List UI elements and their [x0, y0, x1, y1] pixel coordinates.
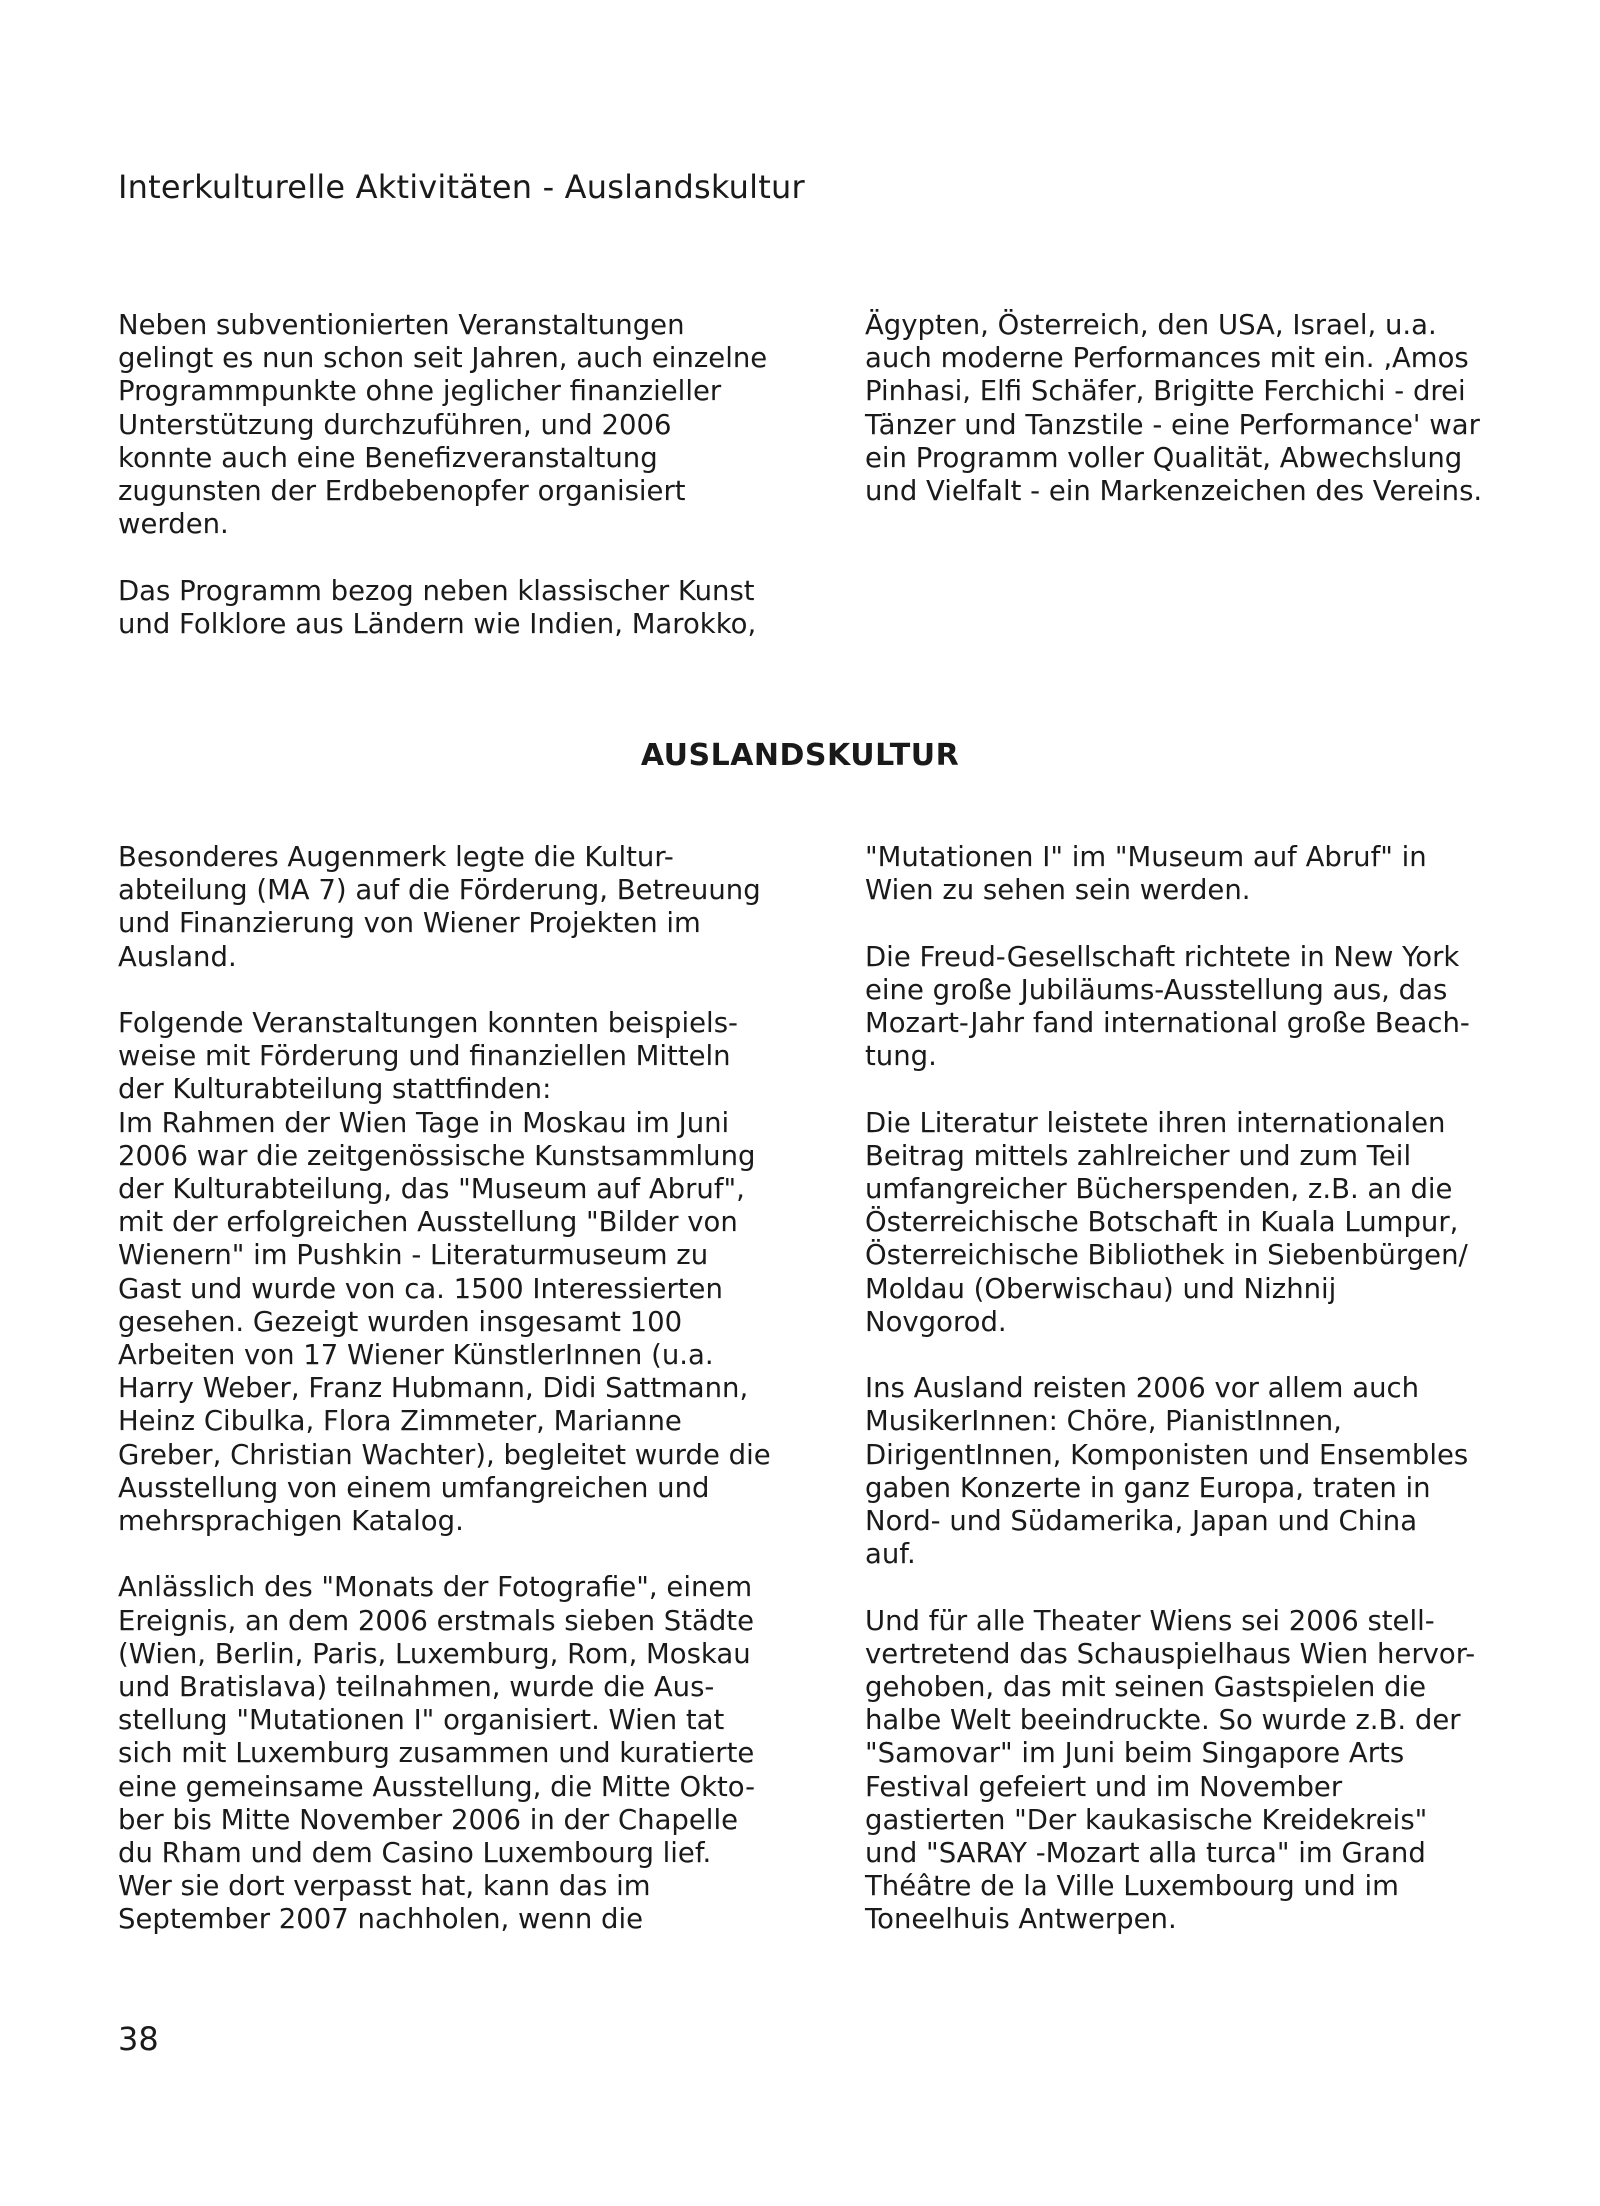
main-left-column: [118, 841, 798, 1937]
body-paragraph: Anlässlich des "Monats der Fotografie", einem Ereignis, an dem 2006 erstmals sieben Städte (Wien, Berlin, Paris, Luxemburg, Rom, Moskau und Bratislava) teilnahmen, wurde die Aus- stellung "Mutationen I" organisiert. Wien tat sich mit Luxemburg zusammen und kuratierte eine gemeinsame Ausstellung, die Mitte Okto- ber bis Mitte November 2006 in der Chapelle du Rham und dem Casino Luxembourg lief. Wer sie dort verpasst hat, kann das im September 2007 nachholen, wenn die: [118, 1571, 756, 1936]
main-right-column: [865, 841, 1545, 1937]
page-title: Interkulturelle Aktivitäten - Auslandskultur: [118, 168, 805, 206]
intro-left-column: [118, 309, 798, 641]
section-heading: AUSLANDSKULTUR: [640, 738, 960, 773]
body-paragraph: Folgende Veranstaltungen konnten beispiels- weise mit Förderung und finanziellen Mitteln der Kulturabteilung stattfinden: Im Rahmen der Wien Tage in Moskau im Juni 2006 war die zeitgenössische Kunstsammlung der Kulturabteilung, das "Museum auf Abruf", mit der erfolgreichen Ausstellung "Bilder von Wienern" im Pushkin - Literaturmuseum zu Gast und wurde von ca. 1500 Interessierten gesehen. Gezeigt wurden insgesamt 100 Arbeiten von 17 Wiener KünstlerInnen (u.a. Harry Weber, Franz Hubmann, Didi Sattmann, Heinz Cibulka, Flora Zimmeter, Marianne Greber, Christian Wachter), begleitet wurde die Ausstellung von einem umfangreichen und mehrsprachigen Katalog.: [118, 1007, 771, 1538]
body-paragraph: "Mutationen I" im "Museum auf Abruf" in Wien zu sehen sein werden.: [865, 841, 1427, 907]
body-paragraph: Die Literatur leistete ihren internationalen Beitrag mittels zahlreicher und zum Teil umfangreicher Bücherspenden, z.B. an die Österreichische Botschaft in Kuala Lumpur, Österreichische Bibliothek in Siebenbürgen/ Moldau (Oberwischau) und Nizhnij Novgorod.: [865, 1106, 1468, 1338]
body-paragraph: Besonderes Augenmerk legte die Kultur- abteilung (MA 7) auf die Förderung, Betreuung und Finanzierung von Wiener Projekten im Ausland.: [118, 841, 761, 973]
body-paragraph: Die Freud-Gesellschaft richtete in New York eine große Jubiläums-Ausstellung aus, das Mozart-Jahr fand international große Beach- tung.: [865, 940, 1470, 1073]
intro-paragraph: Neben subventionierten Veranstaltungen gelingt es nun schon seit Jahren, auch einzelne Programmpunkte ohne jeglicher finanzieller Unterstützung durchzuführen, und 2006 konnte auch eine Benefizveranstaltung zugunsten der Erdbebenopfer organisiert werden.: [118, 309, 768, 541]
body-paragraph: Und für alle Theater Wiens sei 2006 stell- vertretend das Schauspielhaus Wien hervor- gehoben, das mit seinen Gastspielen die halbe Welt beeindruckte. So wurde z.B. der "Samovar" im Juni beim Singapore Arts Festival gefeiert und im November gastierten "Der kaukasische Kreidekreis" und "SARAY -Mozart alla turca" im Grand Théâtre de la Ville Luxembourg und im Toneelhuis Antwerpen.: [865, 1604, 1476, 1936]
page-number: 38: [118, 2020, 159, 2058]
intro-paragraph: Ägypten, Österreich, den USA, Israel, u.a. auch moderne Performances mit ein. ‚Amos Pinhasi, Elfi Schäfer, Brigitte Ferchichi - drei Tänzer und Tanzstile - eine Performance' war ein Programm voller Qualität, Abwechslung und Vielfalt - ein Markenzeichen des Vereins.: [865, 309, 1483, 508]
intro-right-column: [865, 309, 1545, 508]
intro-paragraph: Das Programm bezog neben klassischer Kunst und Folklore aus Ländern wie Indien, Marokko,: [118, 574, 757, 640]
body-paragraph: Ins Ausland reisten 2006 vor allem auch MusikerInnen: Chöre, PianistInnen, DirigentInnen, Komponisten und Ensembles gaben Konzerte in ganz Europa, traten in Nord- und Südamerika, Japan und China auf.: [865, 1372, 1469, 1571]
